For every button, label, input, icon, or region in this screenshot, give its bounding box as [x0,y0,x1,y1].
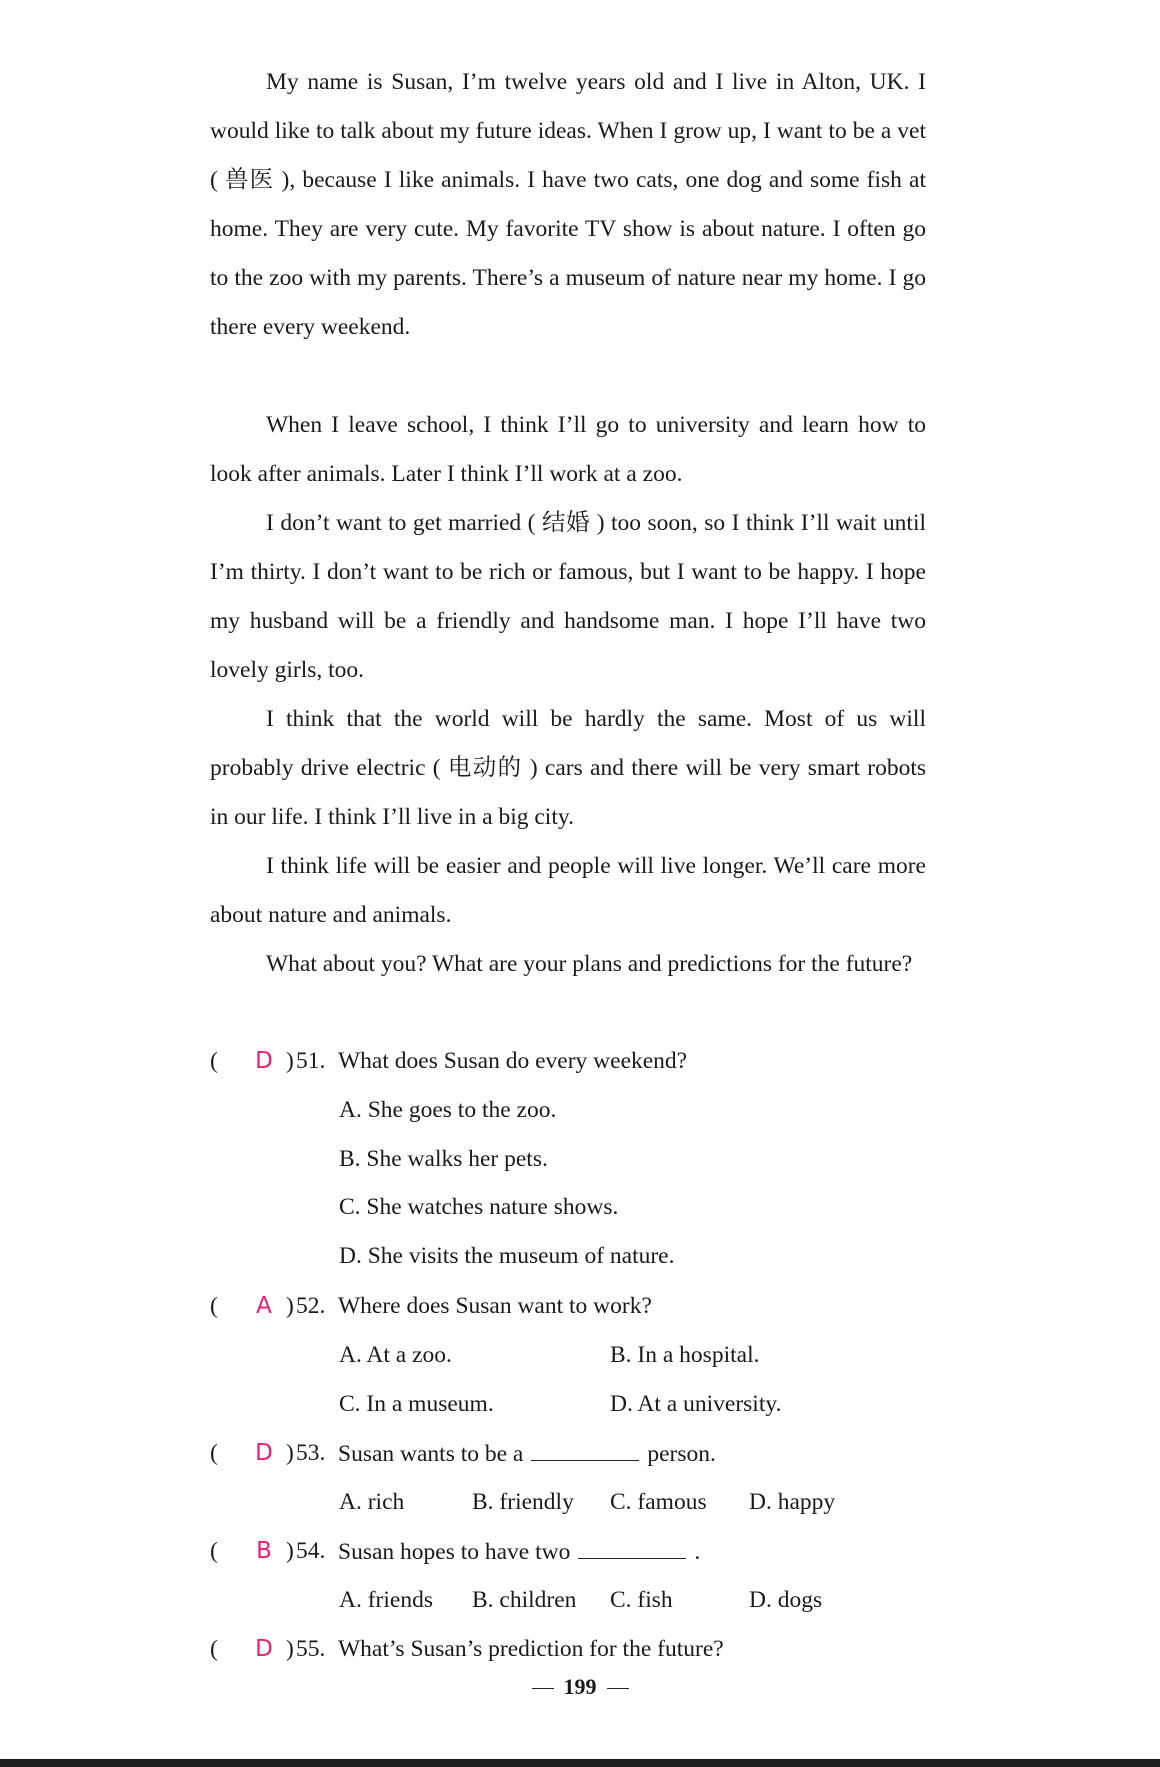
question-stem: What’s Susan’s prediction for the future? [338,1636,724,1662]
option-a: A. She goes to the zoo. [339,1097,557,1123]
passage-paragraph-5: I think life will be easier and people will live longer. We’ll care more about nature and animals. [210,853,926,928]
answer-mark: B [256,1538,272,1564]
answer-mark: D [255,1048,273,1074]
option-d: D. dogs [749,1587,823,1613]
passage-paragraph-4: I think that the world will be hardly the same. Most of us will probably drive electric ( 电动的 ) cars and there will be very smart robots in our life. I think I’ll live in a big city. [210,706,926,830]
passage-paragraph-3: I don’t want to get married ( 结婚 ) too soon, so I think I’ll wait until I’m thirty. I don’t want to be rich or famous, but I want to be happy. I hope my husband will be a friendly and handsome man. I hope I’ll have two lovely girls, too. [210,510,926,683]
answer-paren-right: ) [286,1293,294,1319]
option-a: A. friends [339,1587,433,1613]
stem-before-blank: Susan wants to be a [338,1441,524,1467]
page-number [0,1674,1160,1700]
stem-after-blank: . [694,1539,701,1565]
question-55 [210,1636,970,1676]
option-d: D. At a university. [610,1391,782,1417]
question-number: 51. [296,1048,326,1074]
answer-mark: D [255,1636,273,1662]
option-c: C. In a museum. [339,1391,494,1417]
bottom-border [0,1759,1160,1767]
option-c: C. fish [610,1587,673,1613]
option-c: C. famous [610,1489,707,1515]
page-number-dash-right [607,1688,629,1689]
answer-paren-left: ( [210,1048,218,1074]
option-c: C. She watches nature shows. [339,1194,619,1220]
answer-mark: A [256,1293,272,1319]
question-stem [338,1440,716,1468]
answer-paren-right: ) [286,1440,294,1466]
answer-paren-left: ( [210,1538,218,1564]
question-53 [210,1440,970,1480]
question-number: 52. [296,1293,326,1319]
option-b: B. She walks her pets. [339,1146,548,1172]
question-52 [210,1293,970,1333]
page-number-value: 199 [563,1674,597,1699]
answer-paren-right: ) [286,1538,294,1564]
answer-mark: D [255,1440,273,1466]
question-51 [210,1048,970,1088]
passage-paragraph-1: My name is Susan, I’m twelve years old and I live in Alton, UK. I would like to talk about my future ideas. When I grow up, I want to be a vet ( 兽医 ), because I like animals. I have two cats, one dog and some fish at home. They are very cute. My favorite TV show is about nature. I often go to the zoo with my parents. There’s a museum of nature near my home. I go there every weekend. [210,69,926,340]
page-number-dash-left [532,1688,554,1689]
answer-paren-left: ( [210,1636,218,1662]
passage-paragraph-6: What about you? What are your plans and predictions for the future? [266,951,913,977]
stem-after-blank: person. [647,1441,716,1467]
option-b: B. In a hospital. [610,1342,760,1368]
stem-before-blank: Susan hopes to have two [338,1539,571,1565]
question-number: 53. [296,1440,326,1466]
question-stem: Where does Susan want to work? [338,1293,652,1319]
answer-paren-right: ) [286,1048,294,1074]
question-stem [338,1538,700,1566]
passage-paragraph-2: When I leave school, I think I’ll go to university and learn how to look after animals. Later I think I’ll work at a zoo. [210,412,926,487]
option-b: B. friendly [472,1489,574,1515]
option-d: D. She visits the museum of nature. [339,1243,675,1269]
answer-blank [531,1440,639,1461]
question-number: 55. [296,1636,326,1662]
question-54 [210,1538,970,1578]
answer-paren-right: ) [286,1636,294,1662]
option-b: B. children [472,1587,577,1613]
option-a: A. rich [339,1489,405,1515]
answer-paren-left: ( [210,1293,218,1319]
option-a: A. At a zoo. [339,1342,452,1368]
answer-paren-left: ( [210,1440,218,1466]
answer-blank [578,1538,686,1559]
question-number: 54. [296,1538,326,1564]
question-stem: What does Susan do every weekend? [338,1048,688,1074]
option-d: D. happy [749,1489,836,1515]
